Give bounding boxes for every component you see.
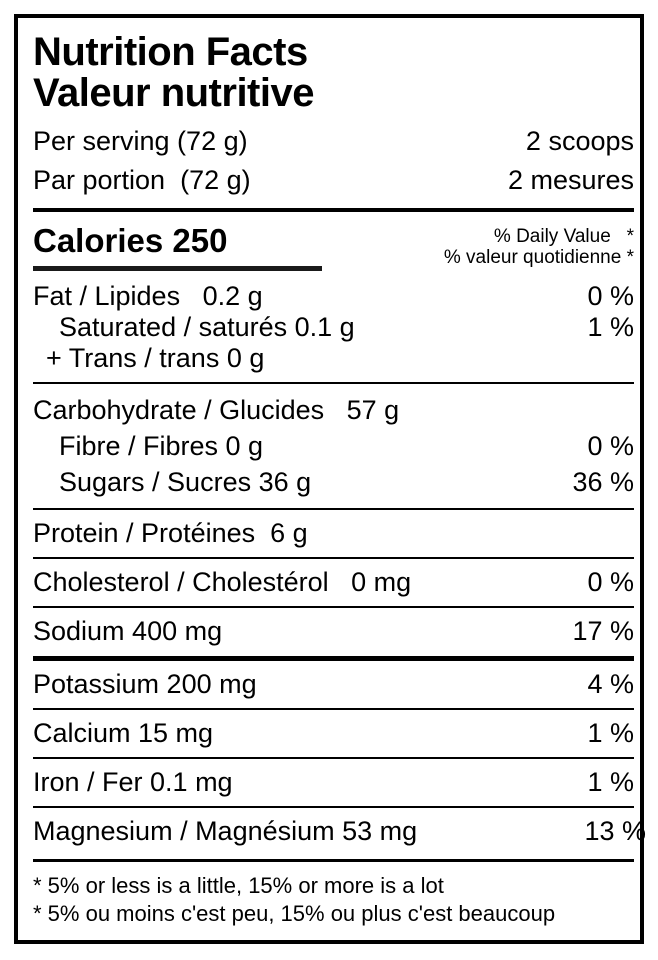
nutrient-row-magnesium [33,816,646,847]
serving-block [33,122,634,200]
carbohydrate-group [33,392,634,500]
calories-section [33,222,634,271]
nutrient-row-iron [33,767,634,798]
calories-left [33,222,322,271]
nutrient-label: Cholesterol / Cholestérol 0 mg [33,567,412,597]
nutrient-dv: 0 % [587,281,634,311]
nutrient-label: Potassium 200 mg [33,669,257,699]
separator [33,806,634,808]
nutrient-label: Iron / Fer 0.1 mg [33,767,233,797]
calories-value: Calories 250 [33,222,228,259]
nutrient-label: Protein / Protéines 6 g [33,518,308,548]
nutrient-dv: 4 % [587,669,634,699]
nutrient-label: Fat / Lipides 0.2 g [33,281,263,311]
nutrient-dv: 0 % [587,567,634,597]
separator-thick-middle [33,656,634,661]
footnote-fr: * 5% ou moins c'est peu, 15% ou plus c'est beaucoup [33,901,556,926]
nutrient-row-trans [33,343,634,374]
nutrient-label: + Trans / trans 0 g [46,343,265,373]
nutrient-row-fibre [33,428,634,464]
daily-value-header-fr: % valeur quotidienne * [443,247,634,268]
nutrient-label: Sodium 400 mg [33,616,223,646]
serving-measure-fr: 2 mesures [507,165,634,195]
fat-group [33,281,634,374]
nutrient-dv: 13 % [584,816,646,846]
nutrient-row-sugars [33,464,634,500]
daily-value-header-en: % Daily Value * [493,226,634,247]
separator [33,606,634,608]
nutrient-label: Sugars / Sucres 36 g [59,467,312,497]
serving-row-en [33,122,634,161]
separator-thick-top [33,208,634,212]
nutrient-dv: 0 % [587,431,634,461]
nutrient-row-calcium [33,718,634,749]
nutrient-label: Fibre / Fibres 0 g [59,431,264,461]
daily-value-header [444,222,634,268]
separator [33,708,634,710]
separator-footnote [33,859,634,862]
title-en: Nutrition Facts [33,30,308,74]
nutrient-dv: 17 % [572,616,634,646]
footnote-en: * 5% or less is a little, 15% or more is a lot [33,873,444,898]
title-fr: Valeur nutritive [33,71,314,115]
nutrient-dv: 36 % [572,467,634,497]
calories-underline [33,266,322,271]
footnotes [33,872,634,928]
nutrient-row-fat [33,281,634,312]
nutrient-row-carbohydrate [33,392,634,428]
nutrient-row-potassium [33,669,634,700]
separator [33,382,634,384]
separator [33,757,634,759]
nutrient-row-cholesterol [33,567,634,598]
nutrient-label: Saturated / saturés 0.1 g [59,312,355,342]
serving-size-en: Per serving (72 g) [33,126,248,156]
serving-size-fr: Par portion (72 g) [33,165,251,195]
nutrition-facts-label [14,14,644,944]
separator [33,508,634,510]
serving-row-fr [33,161,634,200]
serving-measure-en: 2 scoops [525,126,634,156]
nutrient-label: Magnesium / Magnésium 53 mg [33,816,418,846]
nutrient-dv: 1 % [587,312,634,342]
nutrient-dv: 1 % [587,767,634,797]
nutrient-row-saturated [33,312,634,343]
nutrient-row-sodium [33,616,634,647]
nutrient-label: Calcium 15 mg [33,718,214,748]
nutrient-row-protein [33,518,634,549]
nutrient-dv: 1 % [587,718,634,748]
nutrient-label: Carbohydrate / Glucides 57 g [33,395,400,425]
separator [33,557,634,559]
